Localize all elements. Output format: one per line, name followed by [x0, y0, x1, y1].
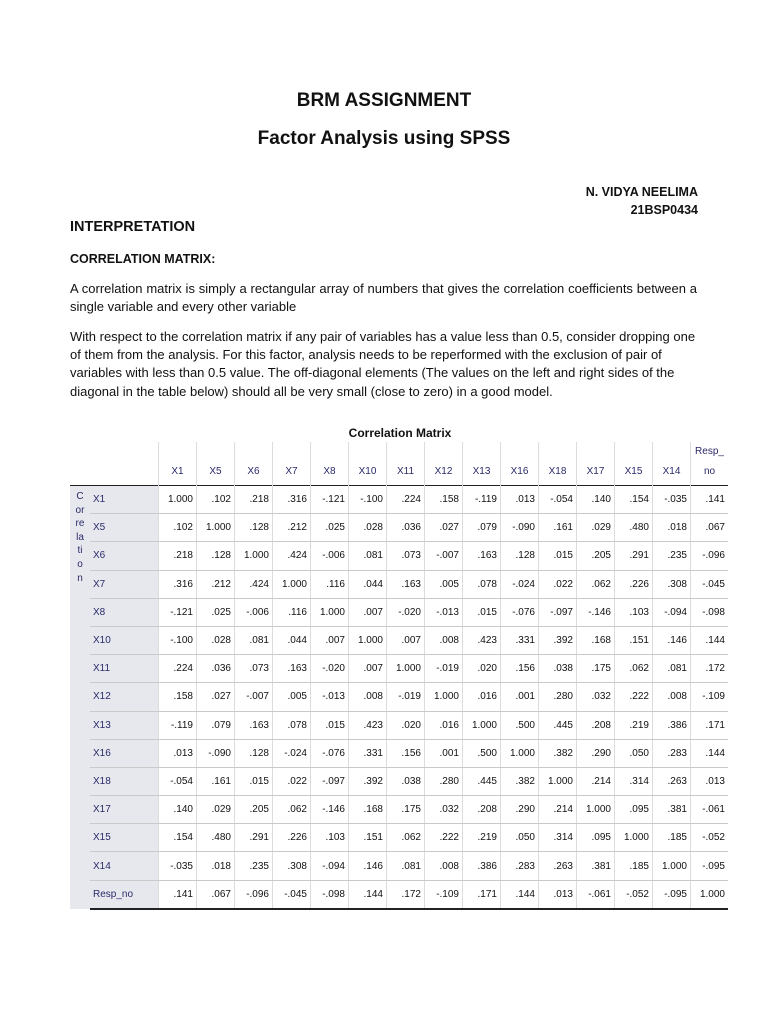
- table-cell: .062: [387, 824, 425, 852]
- guidance-paragraph: With respect to the correlation matrix if any pair of variables has a value less than 0.5, consider dropping one of them from the analysis. For this factor, analysis needs to be reperformed with the exclusion of pair of variables with less than 0.5 value. The off-diagonal elements (The values on the left and right sides of the diagonal in the table below) should all be very small (close to zero) in a good model.: [70, 329, 696, 399]
- table-cell: .128: [235, 514, 273, 542]
- table-cell: -.096: [235, 880, 273, 909]
- table-cell: .151: [615, 626, 653, 654]
- table-cell: .163: [273, 655, 311, 683]
- table-cell: .081: [235, 626, 273, 654]
- table-cell: .208: [463, 796, 501, 824]
- table-cell: .219: [463, 824, 501, 852]
- table-cell: 1.000: [653, 852, 691, 880]
- table-cell: .205: [235, 796, 273, 824]
- table-cell: -.052: [615, 880, 653, 909]
- table-cell: .008: [349, 683, 387, 711]
- table-cell: .144: [691, 626, 729, 654]
- column-header: X10: [349, 442, 387, 486]
- table-cell: .208: [577, 711, 615, 739]
- table-cell: .001: [425, 739, 463, 767]
- table-cell: .156: [387, 739, 425, 767]
- table-cell: .158: [425, 486, 463, 514]
- table-cell: .212: [273, 514, 311, 542]
- table-cell: .154: [615, 486, 653, 514]
- table-cell: .078: [463, 570, 501, 598]
- table-row: [70, 739, 728, 767]
- table-cell: .128: [235, 739, 273, 767]
- table-cell: .008: [425, 626, 463, 654]
- table-cell: .025: [311, 514, 349, 542]
- table-cell: 1.000: [463, 711, 501, 739]
- row-header: X6: [90, 542, 159, 570]
- table-cell: .392: [349, 767, 387, 795]
- table-cell: -.054: [539, 486, 577, 514]
- column-header: X18: [539, 442, 577, 486]
- table-cell: .013: [539, 880, 577, 909]
- table-cell: .226: [273, 824, 311, 852]
- column-header: X6: [235, 442, 273, 486]
- table-cell: .015: [235, 767, 273, 795]
- table-cell: .079: [463, 514, 501, 542]
- table-cell: .168: [577, 626, 615, 654]
- table-cell: .308: [653, 570, 691, 598]
- row-header: X15: [90, 824, 159, 852]
- author-name: N. VIDYA NEELIMA: [585, 185, 698, 199]
- table-cell: .222: [425, 824, 463, 852]
- table-cell: .500: [501, 711, 539, 739]
- table-cell: 1.000: [577, 796, 615, 824]
- table-cell: .290: [577, 739, 615, 767]
- table-cell: -.006: [235, 598, 273, 626]
- table-cell: .015: [463, 598, 501, 626]
- table-cell: .331: [349, 739, 387, 767]
- table-cell: -.146: [311, 796, 349, 824]
- table-cell: .022: [273, 767, 311, 795]
- table-cell: -.095: [691, 852, 729, 880]
- table-cell: .018: [653, 514, 691, 542]
- table-cell: .073: [387, 542, 425, 570]
- table-cell: .423: [463, 626, 501, 654]
- table-cell: .015: [539, 542, 577, 570]
- table-cell: .226: [615, 570, 653, 598]
- table-cell: -.100: [349, 486, 387, 514]
- row-header: X12: [90, 683, 159, 711]
- table-cell: 1.000: [539, 767, 577, 795]
- table-cell: .036: [387, 514, 425, 542]
- column-header: X12: [425, 442, 463, 486]
- table-cell: .392: [539, 626, 577, 654]
- table-cell: .263: [539, 852, 577, 880]
- table-cell: -.035: [653, 486, 691, 514]
- table-cell: .029: [197, 796, 235, 824]
- document-title: BRM ASSIGNMENT: [296, 90, 472, 111]
- table-row: [70, 683, 728, 711]
- table-cell: .314: [539, 824, 577, 852]
- table-cell: .214: [577, 767, 615, 795]
- table-cell: .144: [349, 880, 387, 909]
- table-cell: -.007: [425, 542, 463, 570]
- table-cell: .168: [349, 796, 387, 824]
- table-cell: -.097: [311, 767, 349, 795]
- table-cell: .062: [577, 570, 615, 598]
- table-cell: .205: [577, 542, 615, 570]
- table-cell: .102: [159, 514, 197, 542]
- table-caption: Correlation Matrix: [348, 426, 452, 440]
- row-header: X1: [90, 486, 159, 514]
- table-row: [70, 711, 728, 739]
- table-cell: -.054: [159, 767, 197, 795]
- row-header: X17: [90, 796, 159, 824]
- table-row: [70, 542, 728, 570]
- table-cell: .224: [159, 655, 197, 683]
- table-cell: .005: [425, 570, 463, 598]
- table-row: [70, 598, 728, 626]
- header-blank-group: [70, 442, 90, 486]
- table-cell: .016: [425, 711, 463, 739]
- table-cell: -.019: [425, 655, 463, 683]
- table-cell: .445: [463, 767, 501, 795]
- table-cell: .161: [197, 767, 235, 795]
- table-cell: -.146: [577, 598, 615, 626]
- table-cell: -.006: [311, 542, 349, 570]
- table-cell: -.020: [387, 598, 425, 626]
- table-header-row: [70, 442, 728, 486]
- table-cell: -.090: [501, 514, 539, 542]
- table-cell: .015: [311, 711, 349, 739]
- table-cell: 1.000: [349, 626, 387, 654]
- row-header: X13: [90, 711, 159, 739]
- table-cell: .141: [159, 880, 197, 909]
- table-cell: -.119: [463, 486, 501, 514]
- table-cell: .032: [425, 796, 463, 824]
- table-cell: .291: [615, 542, 653, 570]
- table-cell: 1.000: [197, 514, 235, 542]
- table-cell: 1.000: [425, 683, 463, 711]
- table-cell: .218: [235, 486, 273, 514]
- table-cell: .081: [387, 852, 425, 880]
- table-cell: .144: [691, 739, 729, 767]
- table-cell: .020: [463, 655, 501, 683]
- table-cell: .144: [501, 880, 539, 909]
- row-header: X7: [90, 570, 159, 598]
- table-cell: .163: [235, 711, 273, 739]
- table-cell: .316: [159, 570, 197, 598]
- table-cell: .424: [273, 542, 311, 570]
- table-cell: -.061: [577, 880, 615, 909]
- table-cell: .128: [501, 542, 539, 570]
- table-cell: .095: [577, 824, 615, 852]
- table-cell: .156: [501, 655, 539, 683]
- table-cell: .445: [539, 711, 577, 739]
- table-cell: .308: [273, 852, 311, 880]
- table-row: [70, 486, 728, 514]
- table-cell: -.098: [691, 598, 729, 626]
- table-cell: -.121: [311, 486, 349, 514]
- column-header: X13: [463, 442, 501, 486]
- table-cell: .381: [577, 852, 615, 880]
- table-cell: -.076: [311, 739, 349, 767]
- table-cell: .038: [539, 655, 577, 683]
- table-cell: .050: [615, 739, 653, 767]
- table-cell: .044: [273, 626, 311, 654]
- column-header: X1: [159, 442, 197, 486]
- table-cell: .171: [463, 880, 501, 909]
- table-cell: -.045: [691, 570, 729, 598]
- table-cell: .290: [501, 796, 539, 824]
- table-cell: 1.000: [501, 739, 539, 767]
- table-cell: .316: [273, 486, 311, 514]
- table-cell: -.061: [691, 796, 729, 824]
- table-cell: .008: [425, 852, 463, 880]
- author-id: 21BSP0434: [630, 203, 698, 217]
- table-cell: .016: [463, 683, 501, 711]
- table-cell: .007: [311, 626, 349, 654]
- table-cell: .158: [159, 683, 197, 711]
- table-cell: -.121: [159, 598, 197, 626]
- table-cell: .161: [539, 514, 577, 542]
- table-cell: -.097: [539, 598, 577, 626]
- table-cell: .163: [387, 570, 425, 598]
- table-cell: .218: [159, 542, 197, 570]
- table-cell: .214: [539, 796, 577, 824]
- table-cell: -.109: [691, 683, 729, 711]
- table-row: [70, 852, 728, 880]
- table-cell: .185: [615, 852, 653, 880]
- table-cell: .291: [235, 824, 273, 852]
- table-cell: .079: [197, 711, 235, 739]
- table-cell: .140: [159, 796, 197, 824]
- table-cell: .038: [387, 767, 425, 795]
- table-cell: .386: [463, 852, 501, 880]
- table-cell: .283: [501, 852, 539, 880]
- table-cell: 1.000: [691, 880, 729, 909]
- table-cell: .140: [577, 486, 615, 514]
- header-blank-label: [90, 442, 159, 486]
- table-cell: .116: [273, 598, 311, 626]
- column-header: X14: [653, 442, 691, 486]
- table-cell: .480: [197, 824, 235, 852]
- table-cell: 1.000: [615, 824, 653, 852]
- table-cell: .185: [653, 824, 691, 852]
- column-header: X11: [387, 442, 425, 486]
- table-cell: .022: [539, 570, 577, 598]
- table-cell: .235: [235, 852, 273, 880]
- table-cell: -.052: [691, 824, 729, 852]
- table-cell: .025: [197, 598, 235, 626]
- row-header: X14: [90, 852, 159, 880]
- table-cell: .224: [387, 486, 425, 514]
- column-header: X8: [311, 442, 349, 486]
- row-header: X16: [90, 739, 159, 767]
- row-group-label: C or re la ti o n: [70, 486, 90, 909]
- table-cell: .146: [653, 626, 691, 654]
- table-cell: -.020: [311, 655, 349, 683]
- table-cell: .151: [349, 824, 387, 852]
- table-cell: .032: [577, 683, 615, 711]
- table-cell: .007: [387, 626, 425, 654]
- table-cell: -.019: [387, 683, 425, 711]
- table-cell: .067: [197, 880, 235, 909]
- table-row: [70, 514, 728, 542]
- table-cell: 1.000: [235, 542, 273, 570]
- table-cell: .382: [539, 739, 577, 767]
- table-row: [70, 655, 728, 683]
- table-cell: 1.000: [387, 655, 425, 683]
- table-cell: .382: [501, 767, 539, 795]
- column-header: X15: [615, 442, 653, 486]
- table-row: [70, 824, 728, 852]
- table-cell: -.094: [653, 598, 691, 626]
- table-cell: .103: [615, 598, 653, 626]
- table-cell: .263: [653, 767, 691, 795]
- table-cell: -.095: [653, 880, 691, 909]
- correlation-heading: CORRELATION MATRIX:: [70, 252, 216, 266]
- table-cell: -.007: [235, 683, 273, 711]
- table-cell: .331: [501, 626, 539, 654]
- table-cell: .235: [653, 542, 691, 570]
- table-cell: .036: [197, 655, 235, 683]
- table-cell: .381: [653, 796, 691, 824]
- table-cell: .078: [273, 711, 311, 739]
- table-cell: .018: [197, 852, 235, 880]
- table-cell: .044: [349, 570, 387, 598]
- table-cell: .020: [387, 711, 425, 739]
- table-cell: .172: [387, 880, 425, 909]
- table-cell: .102: [197, 486, 235, 514]
- column-header: X16: [501, 442, 539, 486]
- table-cell: .007: [349, 655, 387, 683]
- table-cell: .028: [349, 514, 387, 542]
- table-cell: .128: [197, 542, 235, 570]
- table-cell: .067: [691, 514, 729, 542]
- table-row: [70, 796, 728, 824]
- table-cell: .081: [349, 542, 387, 570]
- table-cell: .027: [197, 683, 235, 711]
- column-header: X17: [577, 442, 615, 486]
- definition-paragraph: A correlation matrix is simply a rectangular array of numbers that gives the correlation coefficients between a single variable and every other variable: [70, 281, 697, 314]
- table-cell: .424: [235, 570, 273, 598]
- row-header: X8: [90, 598, 159, 626]
- table-row: [70, 626, 728, 654]
- table-cell: .314: [615, 767, 653, 795]
- interpretation-heading: INTERPRETATION: [70, 219, 196, 235]
- column-header: Resp_ no: [691, 442, 729, 486]
- table-cell: .141: [691, 486, 729, 514]
- table-cell: .007: [349, 598, 387, 626]
- table-cell: -.024: [273, 739, 311, 767]
- table-cell: .175: [387, 796, 425, 824]
- table-cell: .027: [425, 514, 463, 542]
- table-cell: .172: [691, 655, 729, 683]
- table-cell: 1.000: [159, 486, 197, 514]
- table-cell: -.119: [159, 711, 197, 739]
- table-cell: .001: [501, 683, 539, 711]
- column-header: X5: [197, 442, 235, 486]
- table-cell: .116: [311, 570, 349, 598]
- table-cell: .095: [615, 796, 653, 824]
- table-cell: .500: [463, 739, 501, 767]
- table-cell: -.045: [273, 880, 311, 909]
- table-cell: .222: [615, 683, 653, 711]
- table-cell: .008: [653, 683, 691, 711]
- table-cell: .154: [159, 824, 197, 852]
- row-header: X18: [90, 767, 159, 795]
- table-cell: .062: [273, 796, 311, 824]
- table-cell: .219: [615, 711, 653, 739]
- table-cell: .175: [577, 655, 615, 683]
- table-cell: .013: [501, 486, 539, 514]
- table-cell: -.094: [311, 852, 349, 880]
- table-row: [70, 767, 728, 795]
- author-block: [586, 183, 698, 219]
- table-cell: .103: [311, 824, 349, 852]
- table-cell: .212: [197, 570, 235, 598]
- table-cell: .062: [615, 655, 653, 683]
- document-subtitle: Factor Analysis using SPSS: [257, 128, 511, 149]
- table-cell: -.090: [197, 739, 235, 767]
- table-cell: .028: [197, 626, 235, 654]
- table-cell: .013: [159, 739, 197, 767]
- table-cell: -.013: [425, 598, 463, 626]
- row-header: X5: [90, 514, 159, 542]
- table-cell: .480: [615, 514, 653, 542]
- table-cell: .171: [691, 711, 729, 739]
- table-cell: .073: [235, 655, 273, 683]
- table-cell: .029: [577, 514, 615, 542]
- row-header: X11: [90, 655, 159, 683]
- table-cell: -.076: [501, 598, 539, 626]
- table-cell: .283: [653, 739, 691, 767]
- row-header: X10: [90, 626, 159, 654]
- table-cell: .146: [349, 852, 387, 880]
- table-cell: .163: [463, 542, 501, 570]
- table-cell: -.013: [311, 683, 349, 711]
- correlation-matrix-table: [70, 442, 728, 910]
- table-cell: -.035: [159, 852, 197, 880]
- row-header: Resp_no: [90, 880, 159, 909]
- table-row: [70, 570, 728, 598]
- table-cell: 1.000: [311, 598, 349, 626]
- table-cell: .013: [691, 767, 729, 795]
- table-cell: -.098: [311, 880, 349, 909]
- table-cell: .280: [425, 767, 463, 795]
- table-cell: .280: [539, 683, 577, 711]
- table-cell: -.100: [159, 626, 197, 654]
- table-cell: .005: [273, 683, 311, 711]
- table-cell: -.096: [691, 542, 729, 570]
- table-body: [70, 486, 728, 909]
- table-cell: 1.000: [273, 570, 311, 598]
- column-header: X7: [273, 442, 311, 486]
- table-cell: .050: [501, 824, 539, 852]
- table-cell: .423: [349, 711, 387, 739]
- table-row: [70, 880, 728, 909]
- table-cell: -.109: [425, 880, 463, 909]
- table-cell: .386: [653, 711, 691, 739]
- table-cell: .081: [653, 655, 691, 683]
- table-cell: -.024: [501, 570, 539, 598]
